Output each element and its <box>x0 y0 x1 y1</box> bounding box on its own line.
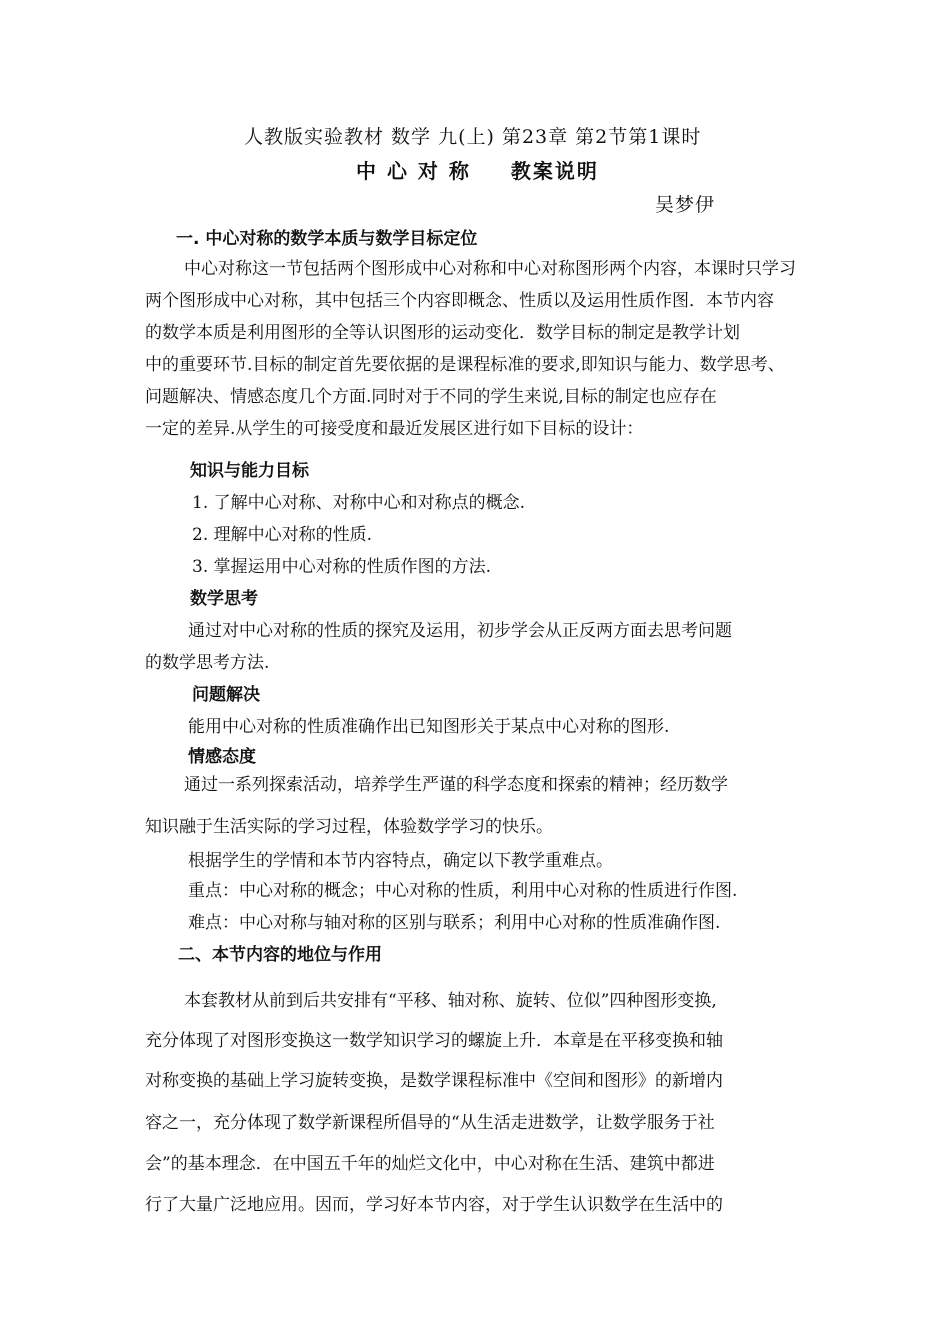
section1-intro-line: 中的重要环节.目标的制定首先要依据的是课程标准的要求,即知识与能力、数学思考、 <box>145 355 785 375</box>
knowledge-item: 3. 掌握运用中心对称的性质作图的方法. <box>192 557 492 577</box>
key-point: 重点：中心对称的概念；中心对称的性质，利用中心对称的性质进行作图. <box>188 881 738 901</box>
problem-text: 能用中心对称的性质准确作出已知图形关于某点中心对称的图形. <box>188 717 670 737</box>
thinking-heading: 数学思考 <box>190 589 258 609</box>
key-intro: 根据学生的学情和本节内容特点，确定以下教学重难点。 <box>188 851 613 871</box>
attitude-text-line: 知识融于生活实际的学习过程，体验数学学习的快乐。 <box>145 817 553 837</box>
lesson-subtitle: 人教版实验教材 数学 九(上) 第23章 第2节第1课时 <box>244 126 702 148</box>
problem-heading: 问题解决 <box>192 685 260 705</box>
knowledge-item: 1. 了解中心对称、对称中心和对称点的概念. <box>192 493 526 513</box>
section1-intro-line: 中心对称这一节包括两个图形成中心对称和中心对称图形两个内容，本课时只学习 <box>184 259 796 279</box>
section2-text-line: 容之一，充分体现了数学新课程所倡导的“从生活走进数学，让数学服务于社 <box>145 1113 715 1133</box>
knowledge-item: 2. 理解中心对称的性质. <box>192 525 373 545</box>
title-doc: 教案说明 <box>510 159 599 183</box>
section2-text-line: 行了大量广泛地应用。因而，学习好本节内容，对于学生认识数学在生活中的 <box>145 1195 723 1215</box>
author-name: 吴梦伊 <box>655 194 716 216</box>
section2-text-line: 充分体现了对图形变换这一数学知识学习的螺旋上升．本章是在平移变换和轴 <box>145 1031 723 1051</box>
difficult-point: 难点：中心对称与轴对称的区别与联系；利用中心对称的性质准确作图. <box>188 913 721 933</box>
attitude-heading: 情感态度 <box>188 747 256 767</box>
section2-heading: 二、本节内容的地位与作用 <box>178 945 382 965</box>
section1-intro-line: 问题解决、情感态度几个方面.同时对于不同的学生来说,目标的制定也应存在 <box>145 387 717 407</box>
section1-intro-line: 的数学本质是利用图形的全等认识图形的运动变化．数学目标的制定是教学计划 <box>145 323 740 343</box>
section1-heading: 一. 中心对称的数学本质与数学目标定位 <box>176 229 478 249</box>
section2-text-line: 本套教材从前到后共安排有“平移、轴对称、旋转、位似”四种图形变换, <box>184 991 717 1011</box>
document-title <box>356 160 599 182</box>
thinking-text-line: 的数学思考方法. <box>145 653 270 673</box>
attitude-text-line: 通过一系列探索活动，培养学生严谨的科学态度和探索的精神；经历数学 <box>184 775 728 795</box>
thinking-text-line: 通过对中心对称的性质的探究及运用，初步学会从正反两方面去思考问题 <box>188 621 732 641</box>
section1-intro-line: 一定的差异.从学生的可接受度和最近发展区进行如下目标的设计： <box>145 419 644 439</box>
section2-text-line: 对称变换的基础上学习旋转变换，是数学课程标准中《空间和图形》的新增内 <box>145 1071 723 1091</box>
section2-text-line: 会”的基本理念．在中国五千年的灿烂文化中，中心对称在生活、建筑中都进 <box>145 1154 715 1174</box>
title-main: 中 心 对 称 <box>356 159 471 183</box>
knowledge-heading: 知识与能力目标 <box>190 461 309 481</box>
section1-intro-line: 两个图形成中心对称，其中包括三个内容即概念、性质以及运用性质作图．本节内容 <box>145 291 774 311</box>
